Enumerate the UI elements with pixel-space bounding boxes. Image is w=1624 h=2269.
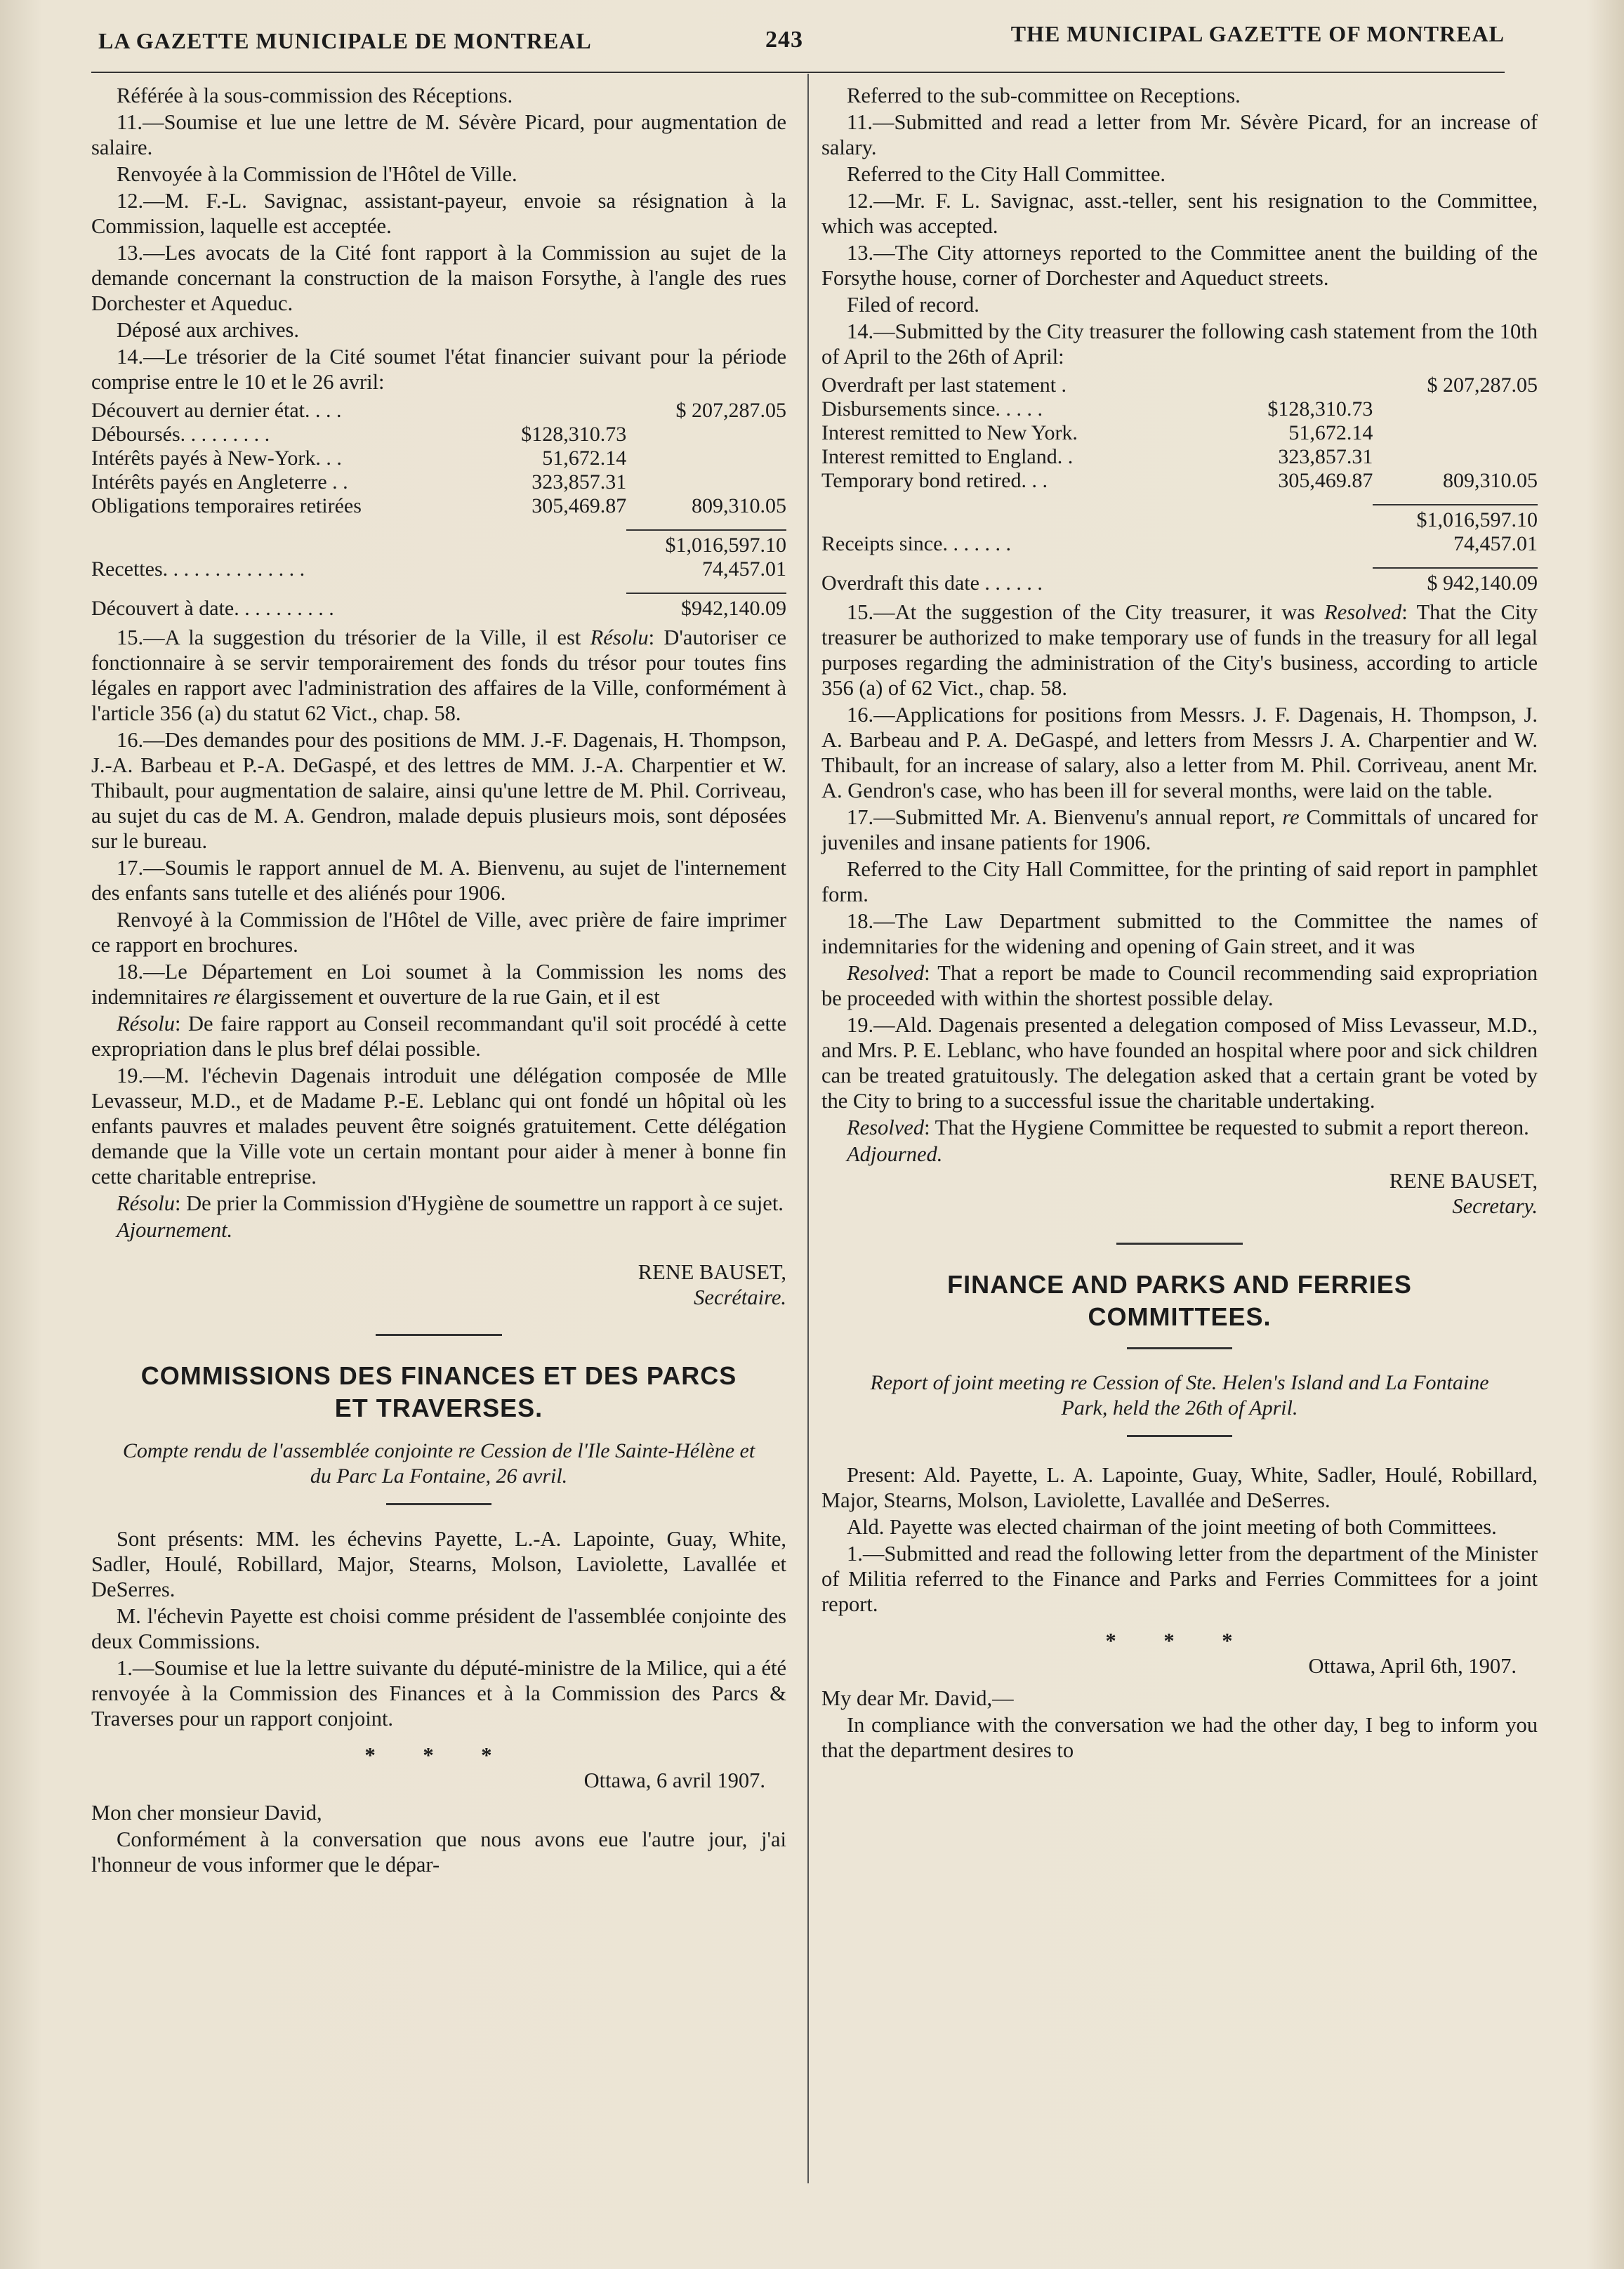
section-rule — [386, 1503, 491, 1505]
text: Committals of uncared for juveniles and insane patients for 1906. — [821, 805, 1538, 854]
resolution-label: Résolu — [590, 626, 649, 649]
paragraph — [91, 1191, 786, 1216]
letter-salutation: Mon cher monsieur David, — [91, 1801, 322, 1825]
text: 15.—A la suggestion du trésorier de la Ville, il est — [117, 626, 581, 649]
fin-label: Intérêts payés à New-York. . . — [91, 446, 342, 470]
column-divider — [807, 74, 809, 2183]
fin-label: Receipts since. . . . . . . — [821, 532, 1011, 555]
section-rule — [1127, 1435, 1232, 1437]
letter-date: Ottawa, April 6th, 1907. — [1308, 1654, 1517, 1678]
text: élargissement et ouverture de la rue Gain, et il est — [230, 985, 660, 1009]
fin-label: Obligations temporaires retirées — [91, 494, 362, 517]
text: : De faire rapport au Conseil recommandant qu'il soit procédé à cette expropriation dans le plus bref délai possible. — [91, 1012, 786, 1061]
fin-label: Découvert à date. . . . . . . . . . — [91, 597, 334, 620]
fin-sum: $942,140.09 — [626, 593, 786, 621]
resolution-label: Résolu — [117, 1191, 176, 1215]
section-title — [91, 1360, 786, 1424]
header-english-title: THE MUNICIPAL GAZETTE OF MONTREAL — [1010, 21, 1505, 46]
paragraph: Sont présents: MM. les échevins Payette, L.-A. Lapointe, Guay, White, Sadler, Houlé, Robillard, Major, Stearns, Molson, Laviolette, Lavallée et DeSerres. — [91, 1527, 786, 1601]
fin-amount: 323,857.31 — [1278, 445, 1373, 468]
signature-title: Secretary. — [1452, 1194, 1538, 1218]
fin-amount: 51,672.14 — [1288, 421, 1373, 444]
paragraph: Déposé aux archives. — [117, 318, 299, 342]
text: 18.—Le Département en Loi soumet à la Commission les noms des indemnitaires — [91, 960, 786, 1009]
fin-label: Déboursés. . . . . . . . . — [91, 423, 270, 446]
paragraph: Referred to the City Hall Committee, for the printing of said report in pamphlet form. — [821, 857, 1538, 906]
fin-amount: $128,310.73 — [521, 423, 627, 446]
section-rule — [1116, 1243, 1243, 1245]
fin-amount: $128,310.73 — [1267, 397, 1373, 421]
fin-total: 74,457.01 — [1453, 532, 1538, 555]
fin-total: 74,457.01 — [702, 557, 786, 581]
section-rule — [1127, 1347, 1232, 1349]
paragraph: Référée à la sous-commission des Réceptions. — [117, 84, 513, 107]
english-column — [821, 83, 1538, 1764]
paragraph: 14.—Le trésorier de la Cité soumet l'état financier suivant pour la période comprise entre le 10 et le 26 avril: — [91, 345, 786, 394]
fin-total: $ 207,287.05 — [1427, 373, 1538, 397]
paragraph: 12.—Mr. F. L. Savignac, asst.-teller, sent his resignation to the Committee, which was accepted. — [821, 189, 1538, 238]
text-italic: re — [213, 985, 230, 1009]
paragraph: Renvoyée à la Commission de l'Hôtel de Ville. — [117, 162, 517, 186]
fin-amount: 305,469.87 — [1278, 469, 1373, 492]
paragraph — [91, 1011, 786, 1061]
paragraph: Conformément à la conversation que nous avons eue l'autre jour, j'ai l'honneur de vous informer que le dépar- — [91, 1827, 786, 1877]
paragraph — [821, 1115, 1538, 1140]
fin-label: Overdraft per last statement . — [821, 373, 1067, 397]
paragraph: 16.—Applications for positions from Messrs. J. F. Dagenais, H. Thompson, J. A. Barbeau and P. A. DeGaspé, and letters from Messrs J. A. Charpentier and W. Thibault, for an increase of salary, also a letter from M. Phil. Corriveau, anent Mr. A. Gendron's case, who has been ill for several months, were laid on the table. — [821, 703, 1538, 802]
section-title-line: FINANCE AND PARKS AND FERRIES — [947, 1270, 1412, 1299]
fin-label: Overdraft this date . . . . . . — [821, 571, 1043, 595]
section-title-line: COMMITTEES. — [1088, 1302, 1272, 1331]
text: : That a report be made to Council recommending said expropriation be proceeded with within the shortest possible delay. — [821, 961, 1538, 1010]
paragraph: 1.—Submitted and read the following letter from the department of the Minister of Militia referred to the Finance and Parks and Ferries Committees for a joint report. — [821, 1542, 1538, 1616]
paragraph: 18.—The Law Department submitted to the Committee the names of indemnitaries for the widening and opening of Gain street, and it was — [821, 909, 1538, 958]
financial-statement — [821, 373, 1538, 595]
fin-sum: $1,016,597.10 — [1373, 505, 1538, 532]
text-italic: re — [1282, 805, 1300, 829]
financial-statement — [91, 399, 786, 621]
paragraph: Referred to the City Hall Committee. — [847, 162, 1166, 186]
text: 15.—At the suggestion of the City treasurer, it was — [847, 600, 1315, 624]
text: 17.—Submitted Mr. A. Bienvenu's annual report, — [847, 805, 1283, 829]
fin-sum: $1,016,597.10 — [626, 530, 786, 557]
fin-label: Intérêts payés en Angleterre . . — [91, 470, 348, 494]
header-french-title: LA GAZETTE MUNICIPALE DE MONTREAL — [98, 28, 592, 53]
text: : D'autoriser ce fonctionnaire à se servir temporairement des fonds du trésor pour toutes fins légales en rapport avec l'administration des affaires de la Ville, conformément à l'article 356 (a) du statut 62 Vict., chap. 58. — [91, 626, 787, 725]
fin-label: Interest remitted to New York. — [821, 421, 1078, 444]
page-header — [98, 21, 1505, 63]
section-rule — [376, 1334, 502, 1336]
section-title-line: ET TRAVERSES. — [334, 1394, 543, 1422]
paragraph: Ald. Payette was elected chairman of the joint meeting of both Committees. — [847, 1515, 1497, 1539]
french-column — [91, 83, 786, 1879]
fin-sum: $ 942,140.09 — [1373, 568, 1538, 595]
resolution-label: Résolu — [117, 1012, 176, 1036]
paragraph: 11.—Submitted and read a letter from Mr. Sévère Picard, for an increase of salary. — [821, 110, 1538, 159]
paragraph: Renvoyé à la Commission de l'Hôtel de Ville, avec prière de faire imprimer ce rapport en brochures. — [91, 908, 786, 957]
paragraph: 12.—M. F.-L. Savignac, assistant-payeur, envoie sa résignation à la Commission, laquelle est acceptée. — [91, 189, 786, 238]
paragraph: 13.—Les avocats de la Cité font rapport à la Commission au sujet de la demande concernant la construction de la maison Forsythe, à l'angle des rues Dorchester et Aqueduc. — [91, 241, 786, 315]
fin-label: Disbursements since. . . . . — [821, 397, 1043, 421]
page-number: 243 — [765, 27, 803, 53]
fin-label: Temporary bond retired. . . — [821, 469, 1048, 492]
paragraph: In compliance with the conversation we had the other day, I beg to inform you that the department desires to — [821, 1713, 1538, 1762]
paragraph: 11.—Soumise et lue une lettre de M. Sévère Picard, pour augmentation de salaire. — [91, 110, 786, 159]
resolution-label: Resolved — [847, 1116, 925, 1139]
signature-title: Secrétaire. — [694, 1285, 786, 1309]
adjournment: Adjourned. — [847, 1142, 943, 1166]
paragraph — [821, 960, 1538, 1011]
stars-separator: * * * — [1105, 1629, 1254, 1653]
paragraph: M. l'échevin Payette est choisi comme président de l'assemblée conjointe des deux Commissions. — [91, 1604, 786, 1653]
fin-total: 809,310.05 — [692, 494, 786, 517]
paragraph: 1.—Soumise et lue la lettre suivante du député-ministre de la Milice, qui a été renvoyée à la Commission des Finances et à la Commission des Parcs & Traverses pour un rapport conjoint. — [91, 1656, 786, 1731]
fin-label: Interest remitted to England. . — [821, 445, 1074, 468]
text: : That the City treasurer be authorized to make temporary use of funds in the treasury for all legal purposes regarding the administration of the City's business, according to article 356 (a) of 62 Vict., chap. 58. — [821, 600, 1538, 700]
fin-label: Découvert au dernier état. . . . — [91, 399, 342, 422]
letter-salutation: My dear Mr. David,— — [821, 1686, 1014, 1710]
letter-date: Ottawa, 6 avril 1907. — [583, 1768, 765, 1792]
fin-total: 809,310.05 — [1443, 469, 1538, 492]
paragraph: Referred to the sub-committee on Receptions. — [847, 84, 1241, 107]
paragraph — [821, 600, 1538, 701]
paragraph: Filed of record. — [847, 293, 979, 317]
section-title — [821, 1269, 1538, 1333]
signature-name: RENE BAUSET, — [1389, 1169, 1538, 1193]
text: : That the Hygiene Committee be requested to submit a report thereon. — [924, 1116, 1529, 1139]
paragraph: 13.—The City attorneys reported to the Committee anent the building of the Forsythe house, corner of Dorchester and Aqueduct streets. — [821, 241, 1538, 290]
paragraph: 19.—M. l'échevin Dagenais introduit une délégation composée de Mlle Levasseur, M.D., et de Madame P.-E. Leblanc qui ont fondé un hôpital où les enfants pauvres et malades peuvent être soignés gratuitement. Cette délégation demande que la Ville vote un certain montant pour aider à mener à bonne fin cette charitable entreprise. — [91, 1064, 786, 1189]
signature-name: RENE BAUSET, — [638, 1260, 786, 1284]
fin-amount: 305,469.87 — [532, 494, 627, 517]
adjournment: Ajournement. — [117, 1218, 233, 1242]
fin-total: $ 207,287.05 — [675, 399, 786, 422]
fin-amount: 323,857.31 — [532, 470, 627, 494]
paragraph: 19.—Ald. Dagenais presented a delegation composed of Miss Levasseur, M.D., and Mrs. P. E. Leblanc, who have founded an hospital where poor and sick children can be treated gratuitously. The delegation asked that a certain grant be voted by the City to bring to a successful issue the charitable undertaking. — [821, 1013, 1538, 1113]
resolution-label: Resolved — [1324, 600, 1402, 624]
paragraph — [91, 625, 786, 726]
paragraph: 16.—Des demandes pour des positions de MM. J.-F. Dagenais, H. Thompson, J.-A. Barbeau et P.-A. DeGaspé, et des lettres de MM. J.-A. Charpentier et W. Thibault, pour augmentation de salaire, ainsi qu'une lettre de M. Phil. Corriveau, au sujet du cas de M. A. Gendron, malade depuis plusieurs mois, sont déposées sur le bureau. — [91, 728, 786, 853]
resolution-label: Resolved — [847, 961, 925, 985]
fin-label: Recettes. . . . . . . . . . . . . . — [91, 557, 305, 581]
paragraph: 14.—Submitted by the City treasurer the following cash statement from the 10th of April to the 26th of April: — [821, 319, 1538, 369]
paragraph: 17.—Soumis le rapport annuel de M. A. Bienvenu, au sujet de l'internement des enfants sans tutelle et des aliénés pour 1906. — [91, 856, 786, 905]
section-subtitle: Report of joint meeting re Cession of Ste. Helen's Island and La Fontaine Park, held the 26th of April. — [870, 1371, 1489, 1420]
fin-amount: 51,672.14 — [542, 446, 627, 470]
paragraph — [91, 959, 786, 1010]
paragraph — [821, 805, 1538, 855]
section-subtitle: Compte rendu de l'assemblée conjointe re Cession de l'Ile Sainte-Hélène et du Parc La Fontaine, 26 avril. — [122, 1439, 755, 1488]
stars-separator: * * * — [364, 1743, 513, 1767]
section-title-line: COMMISSIONS DES FINANCES ET DES PARCS — [140, 1361, 737, 1390]
text: : De prier la Commission d'Hygiène de soumettre un rapport à ce sujet. — [175, 1191, 784, 1215]
header-rule — [91, 72, 1505, 73]
paragraph: Present: Ald. Payette, L. A. Lapointe, Guay, White, Sadler, Houlé, Robillard, Major, Stearns, Molson, Laviolette, Lavallée and DeSerres. — [821, 1463, 1538, 1512]
